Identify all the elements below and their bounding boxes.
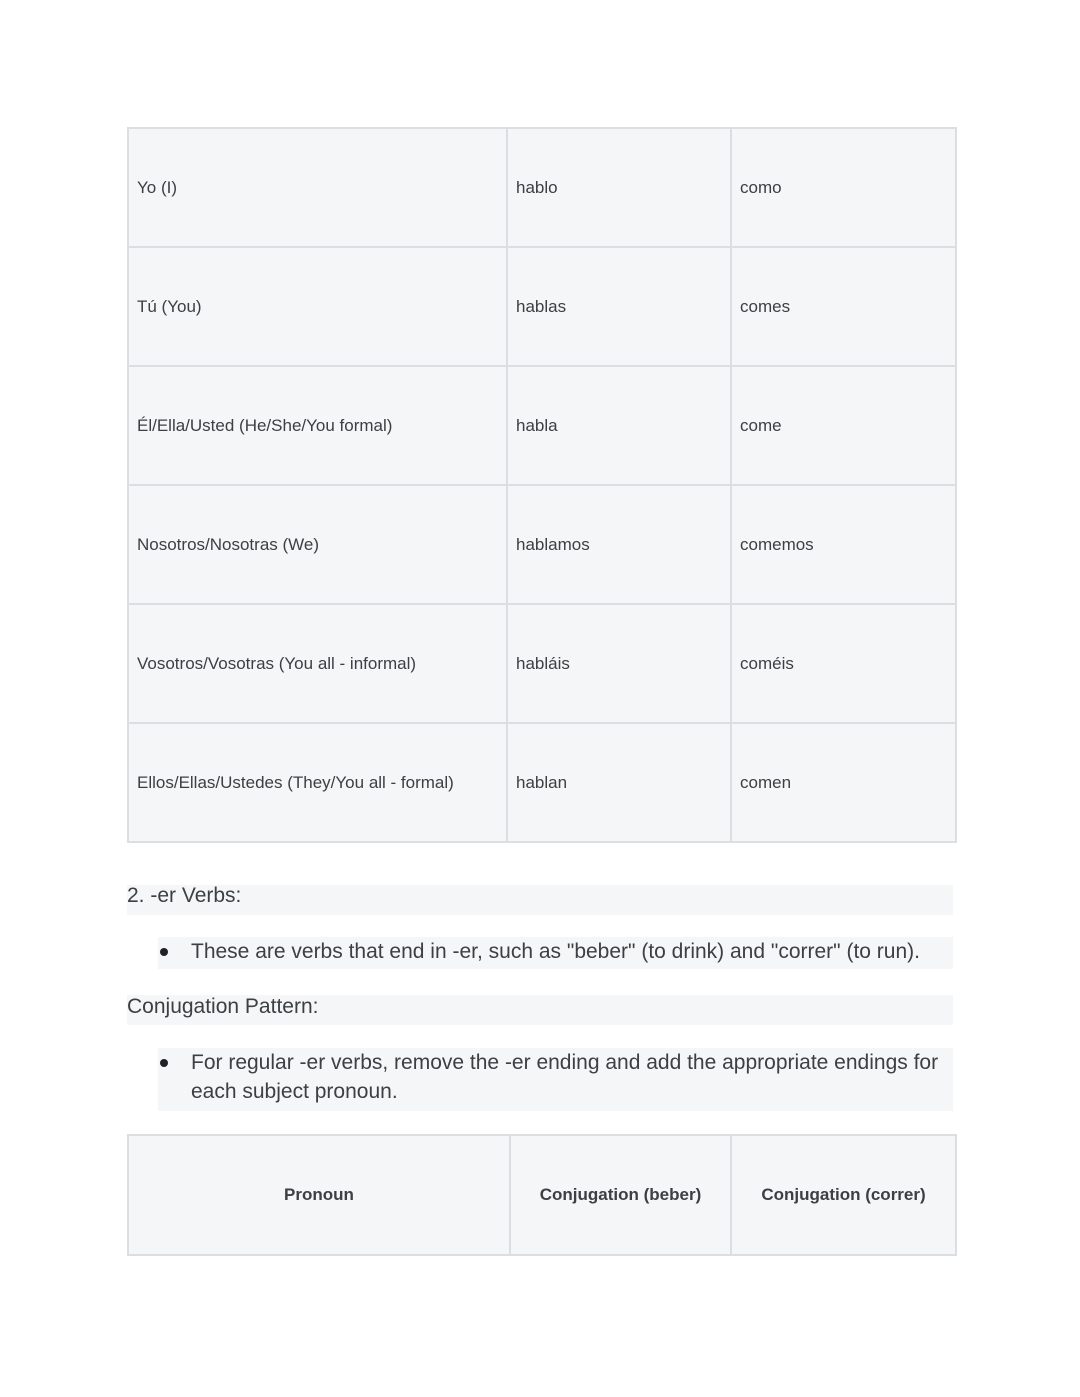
bullet-icon bbox=[160, 948, 168, 956]
table-row bbox=[128, 128, 956, 247]
comer-cell: comes bbox=[731, 247, 956, 366]
pronoun-cell: Él/Ella/Usted (He/She/You formal) bbox=[128, 366, 507, 485]
conjugation-table-ar-ir bbox=[127, 127, 957, 843]
hablar-cell: hablan bbox=[507, 723, 731, 842]
pronoun-cell: Ellos/Ellas/Ustedes (They/You all - formal) bbox=[128, 723, 507, 842]
pronoun-cell: Vosotros/Vosotras (You all - informal) bbox=[128, 604, 507, 723]
bullet-text-line1: For regular -er verbs, remove the -er ending and add the appropriate endings for bbox=[191, 1051, 939, 1074]
comer-cell: como bbox=[731, 128, 956, 247]
table-row bbox=[128, 247, 956, 366]
hablar-cell: hablo bbox=[507, 128, 731, 247]
table-row bbox=[128, 723, 956, 842]
bullet-text-line2: each subject pronoun. bbox=[191, 1080, 398, 1103]
hablar-cell: hablas bbox=[507, 247, 731, 366]
pronoun-cell: Nosotros/Nosotras (We) bbox=[128, 485, 507, 604]
pronoun-cell: Yo (I) bbox=[128, 128, 507, 247]
header-beber: Conjugation (beber) bbox=[510, 1135, 731, 1255]
subheading: Conjugation Pattern: bbox=[127, 995, 319, 1018]
comer-cell: coméis bbox=[731, 604, 956, 723]
table-row bbox=[128, 485, 956, 604]
table-header-row bbox=[128, 1135, 956, 1255]
comer-cell: comemos bbox=[731, 485, 956, 604]
header-correr: Conjugation (correr) bbox=[731, 1135, 956, 1255]
bullet-text: These are verbs that end in -er, such as "beber" (to drink) and "correr" (to run). bbox=[191, 940, 920, 963]
section-heading: 2. -er Verbs: bbox=[127, 884, 242, 907]
header-pronoun: Pronoun bbox=[128, 1135, 510, 1255]
comer-cell: comen bbox=[731, 723, 956, 842]
bullet-icon bbox=[160, 1059, 168, 1067]
heading-background bbox=[127, 885, 953, 915]
pronoun-cell: Tú (You) bbox=[128, 247, 507, 366]
table-row bbox=[128, 366, 956, 485]
comer-cell: come bbox=[731, 366, 956, 485]
conjugation-table-er bbox=[127, 1134, 957, 1256]
hablar-cell: habláis bbox=[507, 604, 731, 723]
hablar-cell: hablamos bbox=[507, 485, 731, 604]
hablar-cell: habla bbox=[507, 366, 731, 485]
table-row bbox=[128, 604, 956, 723]
